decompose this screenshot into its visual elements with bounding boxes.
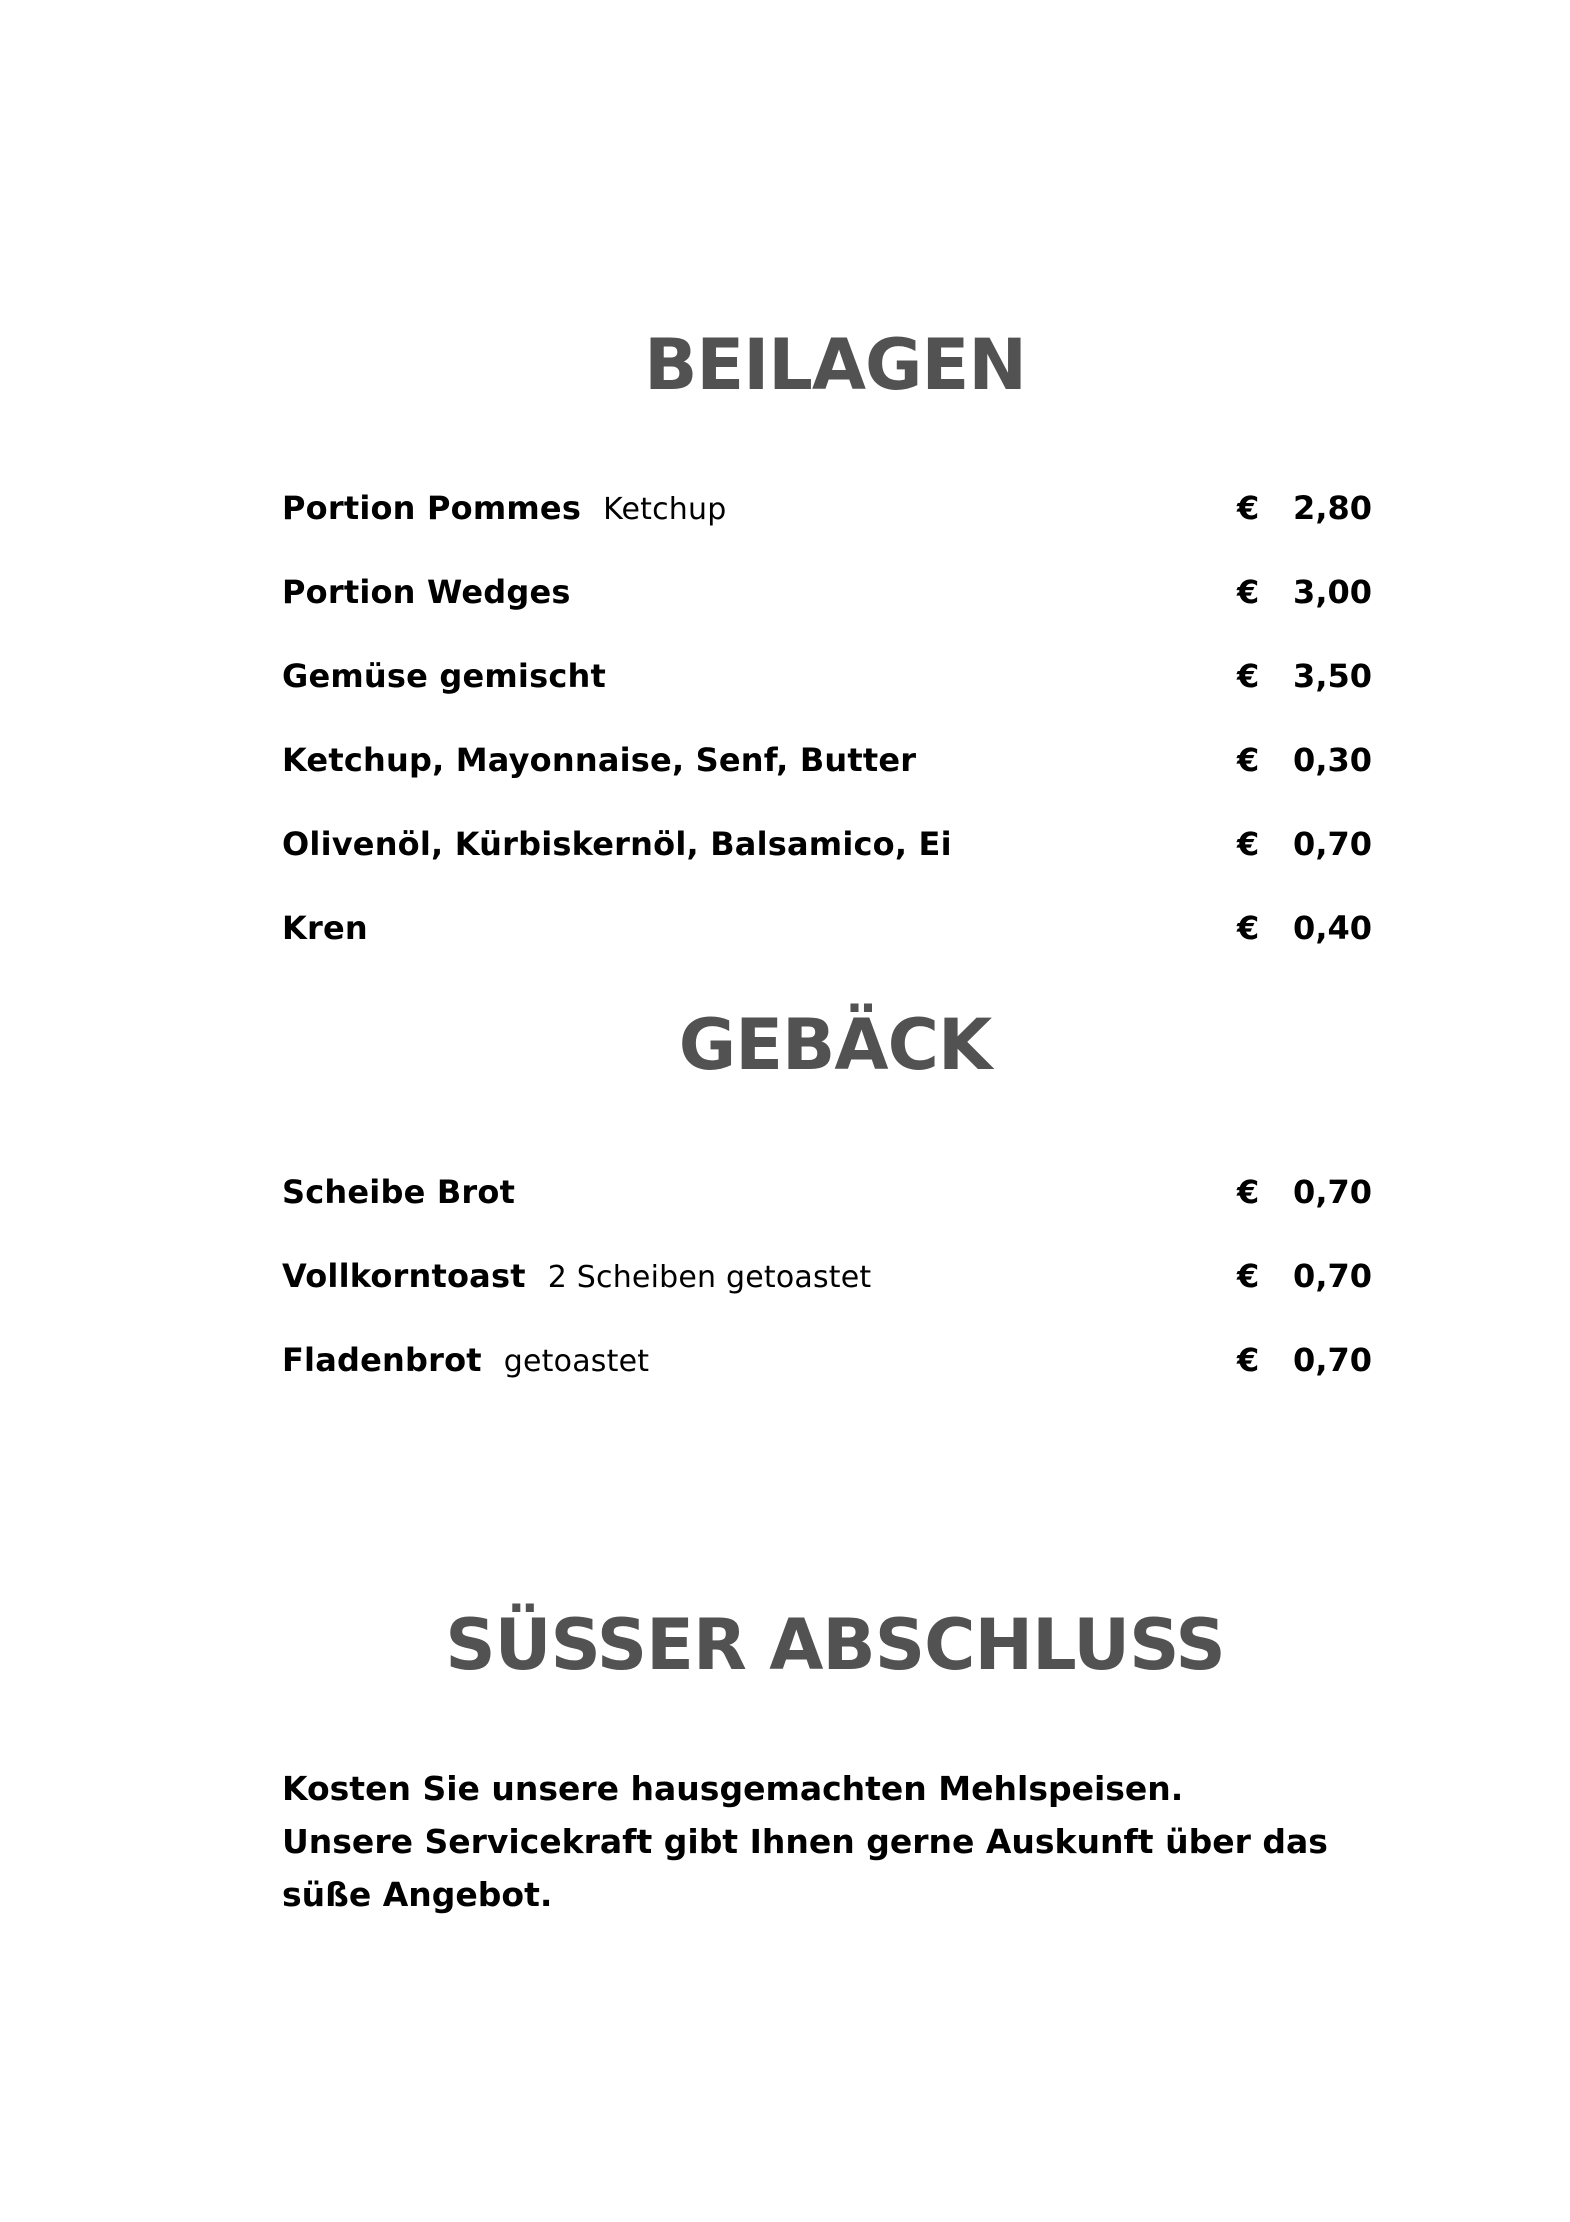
dessert-description (282, 1762, 1372, 1921)
menu-item (282, 564, 1372, 620)
currency-symbol: € (1237, 657, 1260, 695)
item-name: Scheibe Brot (282, 1173, 516, 1211)
menu-item (282, 1164, 1372, 1220)
item-price: 0,70 (1293, 1341, 1372, 1379)
item-name: Olivenöl, Kürbiskernöl, Balsamico, Ei (282, 825, 952, 863)
item-price: 0,40 (1293, 909, 1372, 947)
item-name: Portion Pommes Ketchup (282, 489, 727, 527)
currency-symbol: € (1237, 741, 1260, 779)
currency-symbol: € (1237, 825, 1260, 863)
dessert-line-1: Kosten Sie unsere hausgemachten Mehlspeisen. (282, 1769, 1184, 1808)
currency-symbol: € (1237, 1257, 1260, 1295)
item-price: 0,30 (1293, 741, 1372, 779)
item-name: Vollkorntoast 2 Scheiben getoastet (282, 1257, 872, 1295)
item-price: 0,70 (1293, 1257, 1372, 1295)
section-title-suesser-abschluss: SÜSSER ABSCHLUSS (445, 1604, 1225, 1686)
currency-symbol: € (1237, 1173, 1260, 1211)
item-price: 0,70 (1293, 1173, 1372, 1211)
item-price: 3,50 (1293, 657, 1372, 695)
menu-item (282, 1332, 1372, 1388)
menu-item (282, 648, 1372, 704)
currency-symbol: € (1237, 1341, 1260, 1379)
item-price: 3,00 (1293, 573, 1372, 611)
currency-symbol: € (1237, 573, 1260, 611)
item-price: 2,80 (1293, 489, 1372, 527)
menu-item (282, 1248, 1372, 1304)
menu-item (282, 900, 1372, 956)
section-title-geback: GEBÄCK (678, 1004, 992, 1086)
currency-symbol: € (1237, 489, 1260, 527)
item-name: Gemüse gemischt (282, 657, 606, 695)
item-price: 0,70 (1293, 825, 1372, 863)
menu-item (282, 480, 1372, 536)
section-title-beilagen: BEILAGEN (644, 324, 1026, 406)
item-description: Ketchup (603, 492, 727, 527)
item-name: Portion Wedges (282, 573, 571, 611)
item-description: 2 Scheiben getoastet (547, 1260, 872, 1295)
item-name: Fladenbrot getoastet (282, 1341, 650, 1379)
item-name: Kren (282, 909, 368, 947)
menu-item (282, 732, 1372, 788)
item-description: getoastet (503, 1344, 650, 1379)
dessert-line-2: Unsere Servicekraft gibt Ihnen gerne Auskunft über das süße Angebot. (282, 1822, 1328, 1914)
currency-symbol: € (1237, 909, 1260, 947)
item-name: Ketchup, Mayonnaise, Senf, Butter (282, 741, 917, 779)
menu-item (282, 816, 1372, 872)
